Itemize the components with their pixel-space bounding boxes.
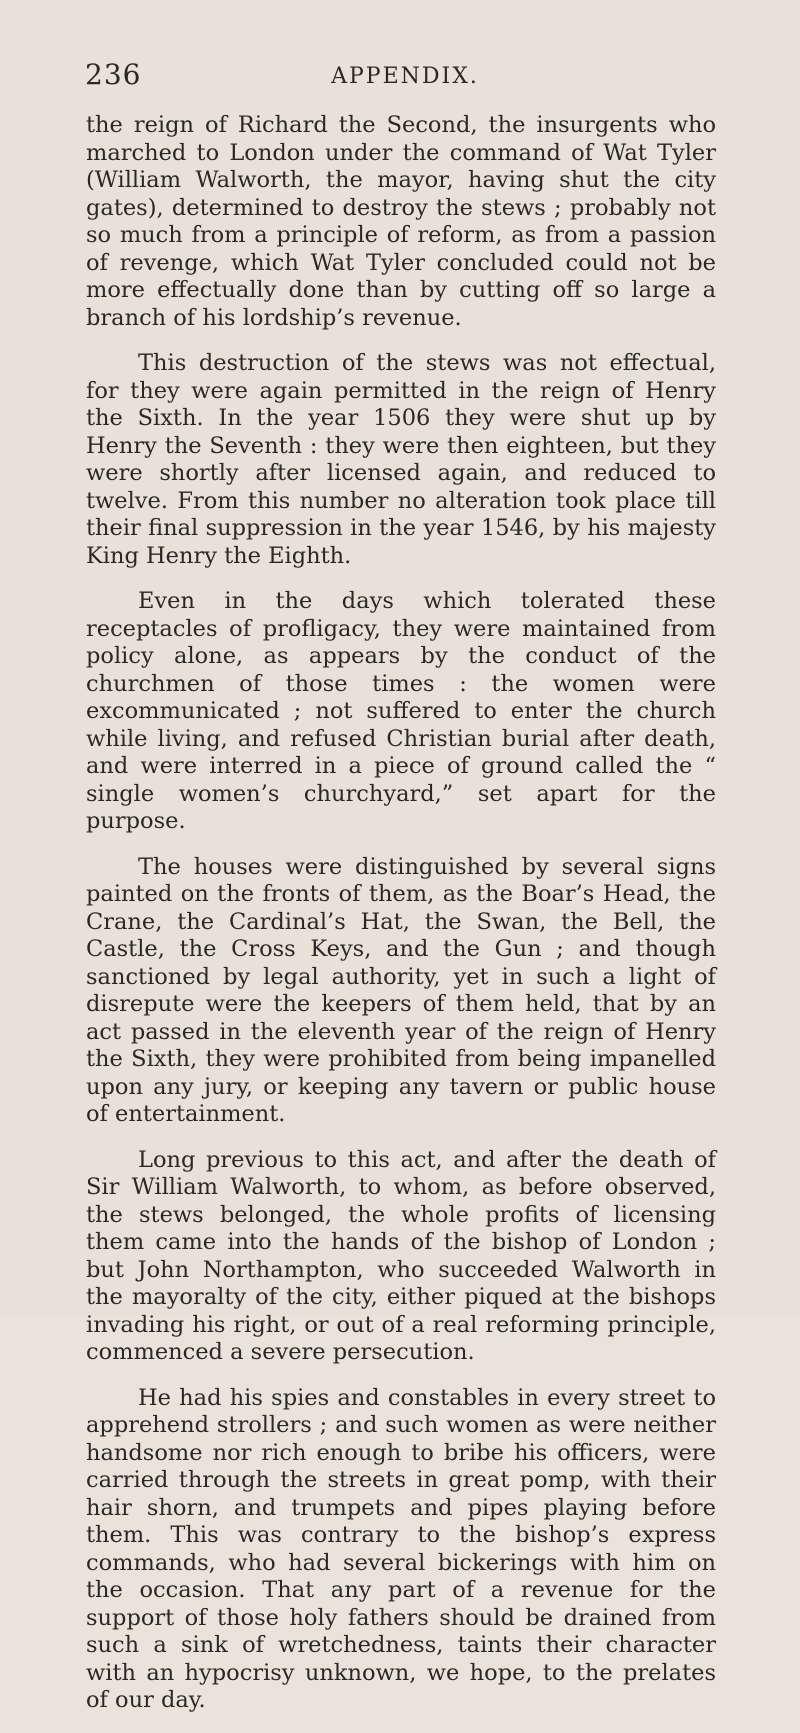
paragraph-1: the reign of Richard the Second, the insurgents who marched to London under the command of Wat Tyler (William Walworth, the mayor, having shut the city gates), determined to destroy the stews ; probably not so much from a principle of reform, as from a passion of revenge, which Wat Tyler concluded could not be more effectually done than by cutting off so large a branch of his lordship’s revenue. <box>86 112 716 331</box>
page-number: 236 <box>85 58 142 91</box>
paragraph-5: Long previous to this act, and after the death of Sir William Walworth, to whom, as before observed, the stews belonged, the whole profits of licensing them came into the hands of the bishop of London ; but John Northampton, who succeeded Walworth in the mayoralty of the city, either piqued at the bishops invading his right, or out of a real reforming principle, commenced a severe persecution. <box>86 1146 716 1365</box>
body-text <box>86 112 716 1733</box>
paragraph-3: Even in the days which tolerated these receptacles of profligacy, they were maintained from policy alone, as appears by the conduct of the churchmen of those times : the women were excommunicated ; not suffered to enter the church while living, and refused Christian burial after death, and were interred in a piece of ground called the “ single women’s churchyard,” set apart for the purpose. <box>86 588 716 834</box>
paragraph-4: The houses were distinguished by several signs painted on the fronts of them, as the Boar’s Head, the Crane, the Cardinal’s Hat, the Swan, the Bell, the Castle, the Cross Keys, and the Gun ; and though sanctioned by legal authority, yet in such a light of disrepute were the keepers of them held, that by an act passed in the eleventh year of the reign of Henry the Sixth, they were prohibited from being impanelled upon any jury, or keeping any tavern or public house of entertainment. <box>86 853 716 1127</box>
running-head: APPENDIX. <box>331 64 479 89</box>
paragraph-2: This destruction of the stews was not effectual, for they were again permitted in the reign of Henry the Sixth. In the year 1506 they were shut up by Henry the Seventh : they were then eighteen, but they were shortly after licensed again, and reduced to twelve. From this number no alteration took place till their final suppression in the year 1546, by his majesty King Henry the Eighth. <box>86 350 716 569</box>
paragraph-6: He had his spies and constables in every street to apprehend strollers ; and such women as were neither handsome nor rich enough to bribe his officers, were carried through the streets in great pomp, with their hair shorn, and trumpets and pipes playing before them. This was contrary to the bishop’s express commands, who had several bickerings with him on the occasion. That any part of a revenue for the support of those holy fathers should be drained from such a sink of wretchedness, taints their character with an hypocrisy unknown, we hope, to the prelates of our day. <box>86 1384 716 1713</box>
page-header <box>85 58 725 98</box>
